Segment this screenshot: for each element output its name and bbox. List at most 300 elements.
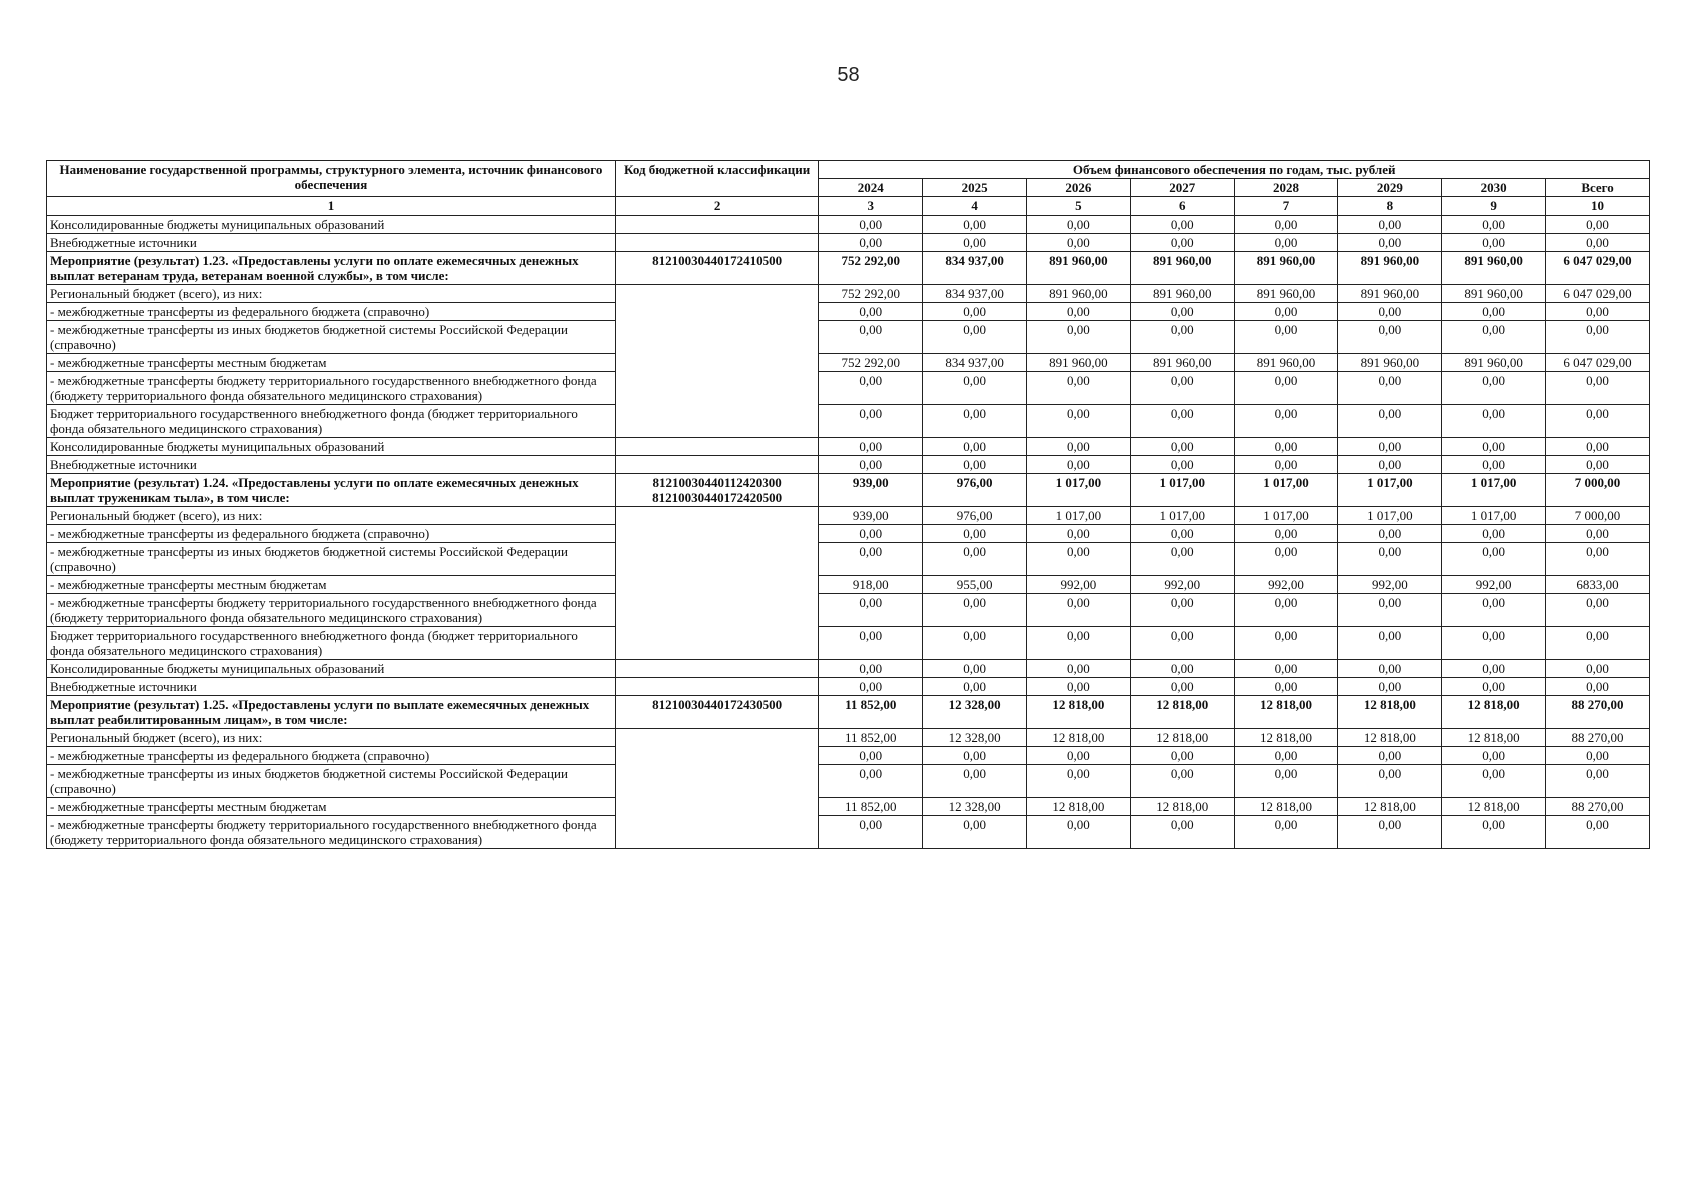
table-row — [47, 627, 1650, 660]
budget-code: 81210030440172420500 — [652, 490, 783, 505]
total-value-cell: 0,00 — [1546, 372, 1650, 405]
table-row — [47, 438, 1650, 456]
year-value-cell: 0,00 — [923, 405, 1027, 438]
year-value-cell: 0,00 — [1027, 525, 1131, 543]
year-value-cell: 11 852,00 — [819, 696, 923, 729]
year-value-cell: 0,00 — [1442, 321, 1546, 354]
header-year: 2027 — [1130, 179, 1234, 197]
budget-code-cell — [615, 729, 818, 849]
year-value-cell: 1 017,00 — [1338, 474, 1442, 507]
year-value-cell: 891 960,00 — [1338, 285, 1442, 303]
year-value-cell: 0,00 — [1234, 678, 1338, 696]
table-row — [47, 594, 1650, 627]
source-name-cell: - межбюджетные трансферты местным бюджетам — [47, 798, 616, 816]
year-value-cell: 0,00 — [1027, 678, 1131, 696]
year-value-cell: 12 818,00 — [1027, 798, 1131, 816]
table-row — [47, 816, 1650, 849]
year-value-cell: 939,00 — [819, 474, 923, 507]
source-name-cell: Региональный бюджет (всего), из них: — [47, 729, 616, 747]
year-value-cell: 0,00 — [1338, 627, 1442, 660]
year-value-cell: 0,00 — [1027, 321, 1131, 354]
table-row — [47, 543, 1650, 576]
year-value-cell: 0,00 — [1234, 660, 1338, 678]
column-number: 9 — [1442, 197, 1546, 216]
total-value-cell: 0,00 — [1546, 627, 1650, 660]
year-value-cell: 0,00 — [1442, 747, 1546, 765]
year-value-cell: 0,00 — [819, 816, 923, 849]
column-number: 3 — [819, 197, 923, 216]
budget-code-cell — [615, 438, 818, 456]
year-value-cell: 0,00 — [1234, 303, 1338, 321]
column-number: 10 — [1546, 197, 1650, 216]
year-value-cell: 11 852,00 — [819, 729, 923, 747]
budget-code-cell — [615, 474, 818, 507]
total-value-cell: 0,00 — [1546, 216, 1650, 234]
source-name-cell: Региональный бюджет (всего), из них: — [47, 285, 616, 303]
year-value-cell: 0,00 — [923, 321, 1027, 354]
table-row — [47, 354, 1650, 372]
total-value-cell: 0,00 — [1546, 234, 1650, 252]
total-value-cell: 0,00 — [1546, 321, 1650, 354]
year-value-cell: 0,00 — [1338, 678, 1442, 696]
source-name-cell: Бюджет территориального государственного внебюджетного фонда (бюджет территориального фонда обязательного медицинского страхования) — [47, 405, 616, 438]
year-value-cell: 891 960,00 — [1130, 285, 1234, 303]
year-value-cell: 0,00 — [1027, 660, 1131, 678]
year-value-cell: 0,00 — [1234, 765, 1338, 798]
source-name-cell: - межбюджетные трансферты бюджету территориального государственного внебюджетного фонда (бюджету территориального фонда обязательного медицинского страхования) — [47, 372, 616, 405]
year-value-cell: 0,00 — [1027, 594, 1131, 627]
header-year: 2029 — [1338, 179, 1442, 197]
table-row — [47, 525, 1650, 543]
table-row — [47, 507, 1650, 525]
year-value-cell: 0,00 — [1130, 438, 1234, 456]
source-name-cell: - межбюджетные трансферты из федерального бюджета (справочно) — [47, 303, 616, 321]
header-name-column: Наименование государственной программы, структурного элемента, источник финансового обеспечения — [47, 161, 616, 197]
year-value-cell: 0,00 — [1234, 438, 1338, 456]
year-value-cell: 891 960,00 — [1234, 354, 1338, 372]
year-value-cell: 12 818,00 — [1338, 729, 1442, 747]
year-value-cell: 0,00 — [819, 372, 923, 405]
year-value-cell: 1 017,00 — [1338, 507, 1442, 525]
total-value-cell: 0,00 — [1546, 303, 1650, 321]
year-value-cell: 0,00 — [819, 660, 923, 678]
year-value-cell: 0,00 — [1234, 525, 1338, 543]
event-row — [47, 474, 1650, 507]
year-value-cell: 0,00 — [1027, 747, 1131, 765]
total-value-cell: 0,00 — [1546, 525, 1650, 543]
header-year: 2028 — [1234, 179, 1338, 197]
year-value-cell: 0,00 — [1027, 216, 1131, 234]
year-value-cell: 0,00 — [1442, 525, 1546, 543]
total-value-cell: 0,00 — [1546, 594, 1650, 627]
year-value-cell: 0,00 — [1338, 372, 1442, 405]
year-value-cell: 0,00 — [1338, 525, 1442, 543]
total-value-cell: 0,00 — [1546, 456, 1650, 474]
source-name-cell: - межбюджетные трансферты из иных бюджетов бюджетной системы Российской Федерации (справочно) — [47, 543, 616, 576]
table-row — [47, 765, 1650, 798]
year-value-cell: 0,00 — [1027, 543, 1131, 576]
total-value-cell: 0,00 — [1546, 438, 1650, 456]
year-value-cell: 976,00 — [923, 507, 1027, 525]
year-value-cell: 12 818,00 — [1130, 798, 1234, 816]
table-row — [47, 405, 1650, 438]
year-value-cell: 0,00 — [819, 525, 923, 543]
column-number: 1 — [47, 197, 616, 216]
year-value-cell: 0,00 — [1442, 456, 1546, 474]
year-value-cell: 992,00 — [1234, 576, 1338, 594]
header-volume-title: Объем финансового обеспечения по годам, тыс. рублей — [819, 161, 1650, 179]
year-value-cell: 0,00 — [1130, 234, 1234, 252]
event-name-cell: Мероприятие (результат) 1.25. «Предоставлены услуги по выплате ежемесячных денежных выплат реабилитированным лицам», в том числе: — [47, 696, 616, 729]
header-year: 2026 — [1027, 179, 1131, 197]
year-value-cell: 0,00 — [1338, 456, 1442, 474]
table-body — [47, 216, 1650, 849]
year-value-cell: 0,00 — [1234, 321, 1338, 354]
budget-code: 81210030440172430500 — [652, 697, 783, 712]
table-row — [47, 729, 1650, 747]
table-row — [47, 576, 1650, 594]
year-value-cell: 1 017,00 — [1234, 474, 1338, 507]
table-row — [47, 303, 1650, 321]
year-value-cell: 0,00 — [819, 216, 923, 234]
year-value-cell: 0,00 — [1234, 747, 1338, 765]
year-value-cell: 12 818,00 — [1130, 729, 1234, 747]
year-value-cell: 12 818,00 — [1442, 729, 1546, 747]
source-name-cell: Внебюджетные источники — [47, 456, 616, 474]
year-value-cell: 752 292,00 — [819, 354, 923, 372]
table-row — [47, 798, 1650, 816]
year-value-cell: 12 818,00 — [1130, 696, 1234, 729]
year-value-cell: 1 017,00 — [1027, 507, 1131, 525]
year-value-cell: 0,00 — [819, 747, 923, 765]
year-value-cell: 891 960,00 — [1442, 252, 1546, 285]
budget-code: 81210030440172410500 — [652, 253, 783, 268]
year-value-cell: 0,00 — [1234, 543, 1338, 576]
year-value-cell: 0,00 — [1234, 456, 1338, 474]
budget-code-cell — [615, 234, 818, 252]
budget-code-cell — [615, 696, 818, 729]
year-value-cell: 0,00 — [923, 438, 1027, 456]
year-value-cell: 12 818,00 — [1338, 798, 1442, 816]
year-value-cell: 1 017,00 — [1130, 507, 1234, 525]
year-value-cell: 1 017,00 — [1027, 474, 1131, 507]
total-value-cell: 0,00 — [1546, 765, 1650, 798]
budget-code-cell — [615, 507, 818, 660]
table-row — [47, 321, 1650, 354]
year-value-cell: 0,00 — [1442, 765, 1546, 798]
year-value-cell: 12 818,00 — [1234, 696, 1338, 729]
source-name-cell: - межбюджетные трансферты из иных бюджетов бюджетной системы Российской Федерации (справочно) — [47, 321, 616, 354]
year-value-cell: 752 292,00 — [819, 285, 923, 303]
year-value-cell: 0,00 — [819, 678, 923, 696]
year-value-cell: 976,00 — [923, 474, 1027, 507]
table-row — [47, 372, 1650, 405]
year-value-cell: 0,00 — [1234, 816, 1338, 849]
year-value-cell: 12 328,00 — [923, 729, 1027, 747]
total-value-cell: 6 047 029,00 — [1546, 354, 1650, 372]
total-value-cell: 88 270,00 — [1546, 798, 1650, 816]
year-value-cell: 834 937,00 — [923, 354, 1027, 372]
year-value-cell: 0,00 — [1442, 678, 1546, 696]
column-number: 5 — [1027, 197, 1131, 216]
source-name-cell: Внебюджетные источники — [47, 678, 616, 696]
year-value-cell: 0,00 — [1130, 303, 1234, 321]
event-row — [47, 252, 1650, 285]
year-value-cell: 891 960,00 — [1338, 252, 1442, 285]
year-value-cell: 891 960,00 — [1130, 252, 1234, 285]
total-value-cell: 7 000,00 — [1546, 507, 1650, 525]
year-value-cell: 939,00 — [819, 507, 923, 525]
year-value-cell: 0,00 — [819, 405, 923, 438]
year-value-cell: 955,00 — [923, 576, 1027, 594]
budget-code-cell — [615, 216, 818, 234]
total-value-cell: 0,00 — [1546, 660, 1650, 678]
year-value-cell: 0,00 — [1442, 543, 1546, 576]
table-row — [47, 234, 1650, 252]
year-value-cell: 0,00 — [819, 234, 923, 252]
page-number: 58 — [837, 64, 860, 86]
year-value-cell: 12 328,00 — [923, 696, 1027, 729]
year-value-cell: 0,00 — [1338, 303, 1442, 321]
year-value-cell: 0,00 — [1338, 321, 1442, 354]
year-value-cell: 0,00 — [1442, 303, 1546, 321]
year-value-cell: 1 017,00 — [1234, 507, 1338, 525]
year-value-cell: 0,00 — [1027, 627, 1131, 660]
year-value-cell: 0,00 — [1027, 765, 1131, 798]
total-value-cell: 0,00 — [1546, 678, 1650, 696]
year-value-cell: 992,00 — [1130, 576, 1234, 594]
year-value-cell: 0,00 — [1130, 321, 1234, 354]
year-value-cell: 0,00 — [1338, 234, 1442, 252]
total-value-cell: 7 000,00 — [1546, 474, 1650, 507]
source-name-cell: - межбюджетные трансферты из федерального бюджета (справочно) — [47, 525, 616, 543]
year-value-cell: 12 818,00 — [1234, 729, 1338, 747]
year-value-cell: 891 960,00 — [1234, 285, 1338, 303]
year-value-cell: 12 818,00 — [1338, 696, 1442, 729]
source-name-cell: Бюджет территориального государственного внебюджетного фонда (бюджет территориального фонда обязательного медицинского страхования) — [47, 627, 616, 660]
table-row — [47, 216, 1650, 234]
year-value-cell: 891 960,00 — [1130, 354, 1234, 372]
year-value-cell: 0,00 — [1234, 234, 1338, 252]
year-value-cell: 891 960,00 — [1027, 354, 1131, 372]
year-value-cell: 0,00 — [1130, 456, 1234, 474]
year-value-cell: 891 960,00 — [1442, 285, 1546, 303]
total-value-cell: 6833,00 — [1546, 576, 1650, 594]
year-value-cell: 0,00 — [1338, 216, 1442, 234]
year-value-cell: 0,00 — [1130, 525, 1234, 543]
year-value-cell: 0,00 — [923, 816, 1027, 849]
total-value-cell: 0,00 — [1546, 405, 1650, 438]
year-value-cell: 0,00 — [1130, 765, 1234, 798]
year-value-cell: 0,00 — [1338, 747, 1442, 765]
year-value-cell: 834 937,00 — [923, 252, 1027, 285]
year-value-cell: 0,00 — [1027, 372, 1131, 405]
year-value-cell: 12 818,00 — [1442, 798, 1546, 816]
year-value-cell: 752 292,00 — [819, 252, 923, 285]
total-value-cell: 0,00 — [1546, 816, 1650, 849]
year-value-cell: 12 818,00 — [1442, 696, 1546, 729]
year-value-cell: 0,00 — [923, 234, 1027, 252]
year-value-cell: 0,00 — [923, 456, 1027, 474]
year-value-cell: 0,00 — [923, 765, 1027, 798]
header-year: 2025 — [923, 179, 1027, 197]
year-value-cell: 0,00 — [1027, 438, 1131, 456]
year-value-cell: 891 960,00 — [1027, 252, 1131, 285]
year-value-cell: 0,00 — [1442, 405, 1546, 438]
year-value-cell: 0,00 — [819, 456, 923, 474]
year-value-cell: 0,00 — [819, 765, 923, 798]
year-value-cell: 0,00 — [1338, 594, 1442, 627]
year-value-cell: 0,00 — [1442, 372, 1546, 405]
year-value-cell: 0,00 — [1130, 816, 1234, 849]
header-year: 2030 — [1442, 179, 1546, 197]
year-value-cell: 0,00 — [1442, 660, 1546, 678]
year-value-cell: 0,00 — [1442, 627, 1546, 660]
year-value-cell: 0,00 — [819, 321, 923, 354]
year-value-cell: 0,00 — [1234, 405, 1338, 438]
year-value-cell: 0,00 — [1442, 594, 1546, 627]
year-value-cell: 0,00 — [819, 438, 923, 456]
year-value-cell: 0,00 — [1442, 816, 1546, 849]
source-name-cell: Региональный бюджет (всего), из них: — [47, 507, 616, 525]
year-value-cell: 1 017,00 — [1442, 474, 1546, 507]
year-value-cell: 0,00 — [923, 372, 1027, 405]
source-name-cell: Консолидированные бюджеты муниципальных образований — [47, 438, 616, 456]
year-value-cell: 0,00 — [1130, 627, 1234, 660]
total-value-cell: 88 270,00 — [1546, 729, 1650, 747]
year-value-cell: 0,00 — [1130, 405, 1234, 438]
year-value-cell: 992,00 — [1027, 576, 1131, 594]
year-value-cell: 0,00 — [1027, 234, 1131, 252]
year-value-cell: 0,00 — [1338, 543, 1442, 576]
year-value-cell: 918,00 — [819, 576, 923, 594]
source-name-cell: Консолидированные бюджеты муниципальных образований — [47, 660, 616, 678]
budget-code-cell — [615, 456, 818, 474]
source-name-cell: - межбюджетные трансферты бюджету территориального государственного внебюджетного фонда (бюджету территориального фонда обязательного медицинского страхования) — [47, 594, 616, 627]
year-value-cell: 0,00 — [1234, 216, 1338, 234]
year-value-cell: 0,00 — [1027, 405, 1131, 438]
year-value-cell: 0,00 — [819, 543, 923, 576]
year-value-cell: 992,00 — [1442, 576, 1546, 594]
year-value-cell: 891 960,00 — [1338, 354, 1442, 372]
year-value-cell: 0,00 — [1338, 765, 1442, 798]
total-value-cell: 88 270,00 — [1546, 696, 1650, 729]
event-name-cell: Мероприятие (результат) 1.24. «Предоставлены услуги по оплате ежемесячных денежных выплат труженикам тыла», в том числе: — [47, 474, 616, 507]
table-row — [47, 660, 1650, 678]
header-code-column: Код бюджетной классификации — [615, 161, 818, 197]
source-name-cell: - межбюджетные трансферты бюджету территориального государственного внебюджетного фонда (бюджету территориального фонда обязательного медицинского страхования) — [47, 816, 616, 849]
year-value-cell: 0,00 — [819, 303, 923, 321]
year-value-cell: 891 960,00 — [1234, 252, 1338, 285]
year-value-cell: 0,00 — [923, 525, 1027, 543]
year-value-cell: 0,00 — [923, 660, 1027, 678]
year-value-cell: 992,00 — [1338, 576, 1442, 594]
total-value-cell: 0,00 — [1546, 543, 1650, 576]
year-value-cell: 0,00 — [923, 543, 1027, 576]
year-value-cell: 0,00 — [923, 303, 1027, 321]
table-row — [47, 456, 1650, 474]
year-value-cell: 0,00 — [819, 594, 923, 627]
year-value-cell: 1 017,00 — [1442, 507, 1546, 525]
year-value-cell: 0,00 — [923, 678, 1027, 696]
table-header — [47, 161, 1650, 216]
total-value-cell: 6 047 029,00 — [1546, 285, 1650, 303]
year-value-cell: 0,00 — [923, 216, 1027, 234]
budget-code-cell — [615, 252, 818, 285]
year-value-cell: 12 818,00 — [1027, 729, 1131, 747]
source-name-cell: - межбюджетные трансферты из иных бюджетов бюджетной системы Российской Федерации (справочно) — [47, 765, 616, 798]
year-value-cell: 11 852,00 — [819, 798, 923, 816]
column-number: 6 — [1130, 197, 1234, 216]
year-value-cell: 0,00 — [1130, 372, 1234, 405]
total-value-cell: 6 047 029,00 — [1546, 252, 1650, 285]
year-value-cell: 1 017,00 — [1130, 474, 1234, 507]
year-value-cell: 12 818,00 — [1027, 696, 1131, 729]
year-value-cell: 0,00 — [1234, 372, 1338, 405]
source-name-cell: - межбюджетные трансферты из федерального бюджета (справочно) — [47, 747, 616, 765]
year-value-cell: 0,00 — [923, 747, 1027, 765]
year-value-cell: 0,00 — [923, 594, 1027, 627]
year-value-cell: 0,00 — [1338, 438, 1442, 456]
year-value-cell: 0,00 — [1338, 816, 1442, 849]
column-number: 2 — [615, 197, 818, 216]
year-value-cell: 0,00 — [1027, 456, 1131, 474]
year-value-cell: 0,00 — [1234, 627, 1338, 660]
source-name-cell: - межбюджетные трансферты местным бюджетам — [47, 576, 616, 594]
year-value-cell: 891 960,00 — [1442, 354, 1546, 372]
year-value-cell: 891 960,00 — [1027, 285, 1131, 303]
event-row — [47, 696, 1650, 729]
source-name-cell: Консолидированные бюджеты муниципальных образований — [47, 216, 616, 234]
table-row — [47, 747, 1650, 765]
year-value-cell: 0,00 — [1442, 216, 1546, 234]
year-value-cell: 0,00 — [1130, 594, 1234, 627]
header-total: Всего — [1546, 179, 1650, 197]
year-value-cell: 0,00 — [1130, 543, 1234, 576]
year-value-cell: 0,00 — [923, 627, 1027, 660]
year-value-cell: 0,00 — [1338, 660, 1442, 678]
year-value-cell: 0,00 — [1130, 678, 1234, 696]
event-name-cell: Мероприятие (результат) 1.23. «Предоставлены услуги по оплате ежемесячных денежных выплат ветеранам труда, ветеранам военной службы», в том числе: — [47, 252, 616, 285]
year-value-cell: 0,00 — [1027, 303, 1131, 321]
year-value-cell: 0,00 — [819, 627, 923, 660]
year-value-cell: 0,00 — [1234, 594, 1338, 627]
budget-table — [46, 160, 1650, 849]
table-row — [47, 285, 1650, 303]
year-value-cell: 0,00 — [1027, 816, 1131, 849]
source-name-cell: Внебюджетные источники — [47, 234, 616, 252]
budget-code-cell — [615, 678, 818, 696]
year-value-cell: 0,00 — [1338, 405, 1442, 438]
budget-code-cell — [615, 660, 818, 678]
column-number: 8 — [1338, 197, 1442, 216]
budget-code: 81210030440112420300 — [652, 475, 782, 490]
year-value-cell: 0,00 — [1130, 216, 1234, 234]
total-value-cell: 0,00 — [1546, 747, 1650, 765]
year-value-cell: 0,00 — [1442, 234, 1546, 252]
year-value-cell: 0,00 — [1130, 747, 1234, 765]
year-value-cell: 12 818,00 — [1234, 798, 1338, 816]
year-value-cell: 834 937,00 — [923, 285, 1027, 303]
table-row — [47, 678, 1650, 696]
year-value-cell: 0,00 — [1130, 660, 1234, 678]
budget-code-cell — [615, 285, 818, 438]
column-number: 7 — [1234, 197, 1338, 216]
source-name-cell: - межбюджетные трансферты местным бюджетам — [47, 354, 616, 372]
header-year: 2024 — [819, 179, 923, 197]
column-number: 4 — [923, 197, 1027, 216]
year-value-cell: 12 328,00 — [923, 798, 1027, 816]
